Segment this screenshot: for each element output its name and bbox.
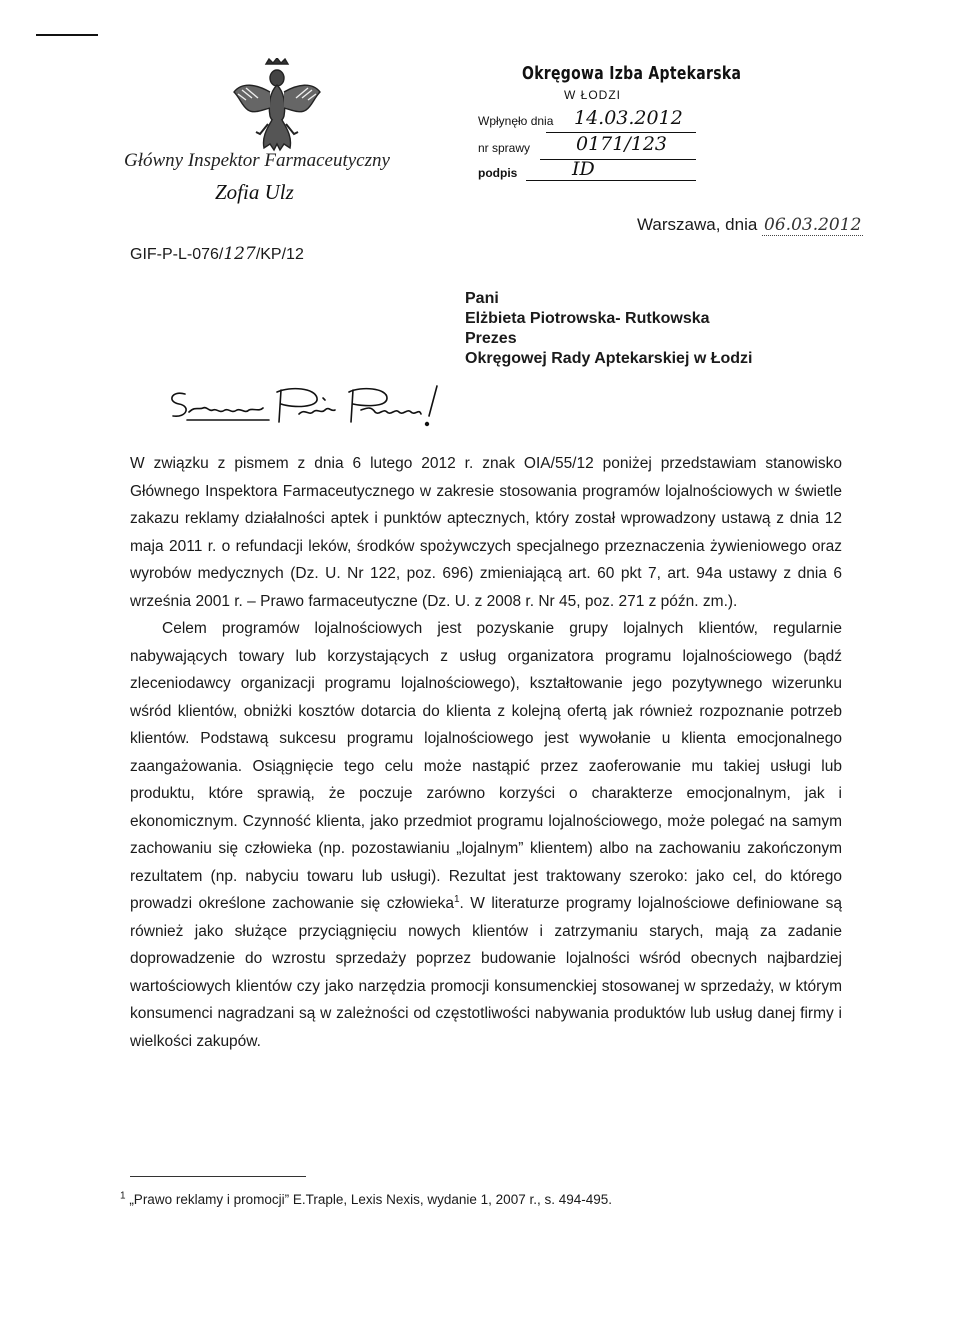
- footnote-reference: 1: [453, 893, 460, 905]
- issuer-title: Główny Inspektor Farmaceutyczny: [124, 150, 390, 171]
- place-date: [637, 215, 863, 235]
- recipient-line: Pani: [465, 290, 499, 307]
- stamp-received-date: 14.03.2012: [574, 107, 683, 129]
- stamp-organization: Okręgowa Izba Aptekarska: [522, 64, 742, 84]
- body-paragraph-2: Celem programów lojalnościowych jest pozyskanie grupy lojalnych klientów, regularnie nabywających towary lub korzystających z usług organizatora programu lojalnościowego (bądź zleceniodawcy organizacji programu lojalnościowego), kształtowanie jego pozytywnego wizerunku wśród klientów, obniżki kosztów dotarcia do klienta z kolejną ofertą jak również rozpoznanie potrzeb klientów. Podstawą sukcesu programu lojalnościowego jest wywołanie u klienta emocjonalnego zaangażowania. Osiągnięcie tego celu może nastąpić przez zaoferowanie mu takiej usługi lub produktu, które sprawią, że poczuje zarówno korzyści o charakterze emocjonalnym, jak i ekonomicznym. Czynność klienta, jako przedmiot programu lojalnościowego, może polegać na samym zachowaniu się człowieka (np. pozostawianiu „lojalnym” klientem) albo na zachowaniu zakończonym rezultatem (np. nabyciu towaru lub usługi). Rezultat jest traktowany szeroko: jako cel, do którego prowadzi określone zachowanie się człowieka$^1$. W literaturze programy lojalnościowe definiowane są również jako służące przyciągnięciu nowych klientów i zatrzymaniu starych, mają za zadanie doprowadzenie do wzrostu sprzedaży poprzez budowanie lojalności wśród obecnych najbardziej wartościowych klientów czy jako narzędzia promocji konsumenckiej stosowanej w sprzedaży, w którym konsumenci nagradzani są w zależności od częstotliwości nabywania produktów lub usług danej firmy i wielkości zakupów.: [130, 620, 842, 1050]
- scan-corner-mark: [36, 34, 98, 36]
- recipient-line: Okręgowej Rady Aptekarskiej w Łodzi: [465, 350, 753, 367]
- stamp-signature: ID: [572, 158, 595, 180]
- reference-handwritten: 127: [223, 244, 256, 264]
- handwritten-salutation: [165, 382, 465, 430]
- place-date-handwritten: 06.03.2012: [764, 215, 862, 235]
- letter-body: [130, 450, 842, 1055]
- stamp-city: W ŁODZI: [564, 88, 621, 102]
- stamp-sign-line: [526, 180, 696, 181]
- body-paragraph-1: W związku z pismem z dnia 6 lutego 2012 r. znak OIA/55/12 poniżej przedstawiam stanowisko Głównego Inspektora Farmaceutycznego w zakresie stosowania programów lojalnościowych w świetle zakazu reklamy działalności aptek i punktów aptecznych, który został wprowadzony ustawą z dnia 12 maja 2011 r. o refundacji leków, środków spożywczych specjalnego przeznaczenia żywieniowego oraz wyrobów medycznych (Dz. U. Nr 122, poz. 696) zmieniającą art. 60 pkt 7, art. 94a ustawy z dnia 6 września 2001 r. – Prawo farmaceutyczne (Dz. U. z 2008 r. Nr 45, poz. 271 z późn. zm.).: [130, 455, 842, 610]
- footnote: [120, 1192, 612, 1207]
- footnote-number: 1: [120, 1190, 126, 1202]
- stamp-case-number: 0171/123: [576, 133, 668, 155]
- stamp-case-label: nr sprawy: [478, 141, 531, 155]
- reference-prefix: GIF-P-L-076/: [130, 246, 224, 263]
- recipient-block: [465, 289, 753, 369]
- recipient-line: Prezes: [465, 330, 517, 347]
- polish-eagle-emblem: [232, 58, 322, 156]
- recipient-line: Elżbieta Piotrowska- Rutkowska: [465, 310, 710, 327]
- reference-suffix: /KP/12: [255, 246, 304, 263]
- place-date-prefix: Warszawa, dnia: [637, 215, 758, 234]
- reference-number: [130, 244, 304, 264]
- received-stamp: [476, 62, 742, 188]
- stamp-case-line: [540, 159, 696, 160]
- stamp-received-label: Wpłynęło dnia: [478, 114, 554, 128]
- footnote-text: „Prawo reklamy i promocji” E.Traple, Lexis Nexis, wydanie 1, 2007 r., s. 494-495.: [125, 1192, 613, 1207]
- stamp-sign-label: podpis: [478, 166, 518, 180]
- issuer-name: Zofia Ulz: [215, 180, 294, 204]
- footnote-separator: [130, 1176, 306, 1177]
